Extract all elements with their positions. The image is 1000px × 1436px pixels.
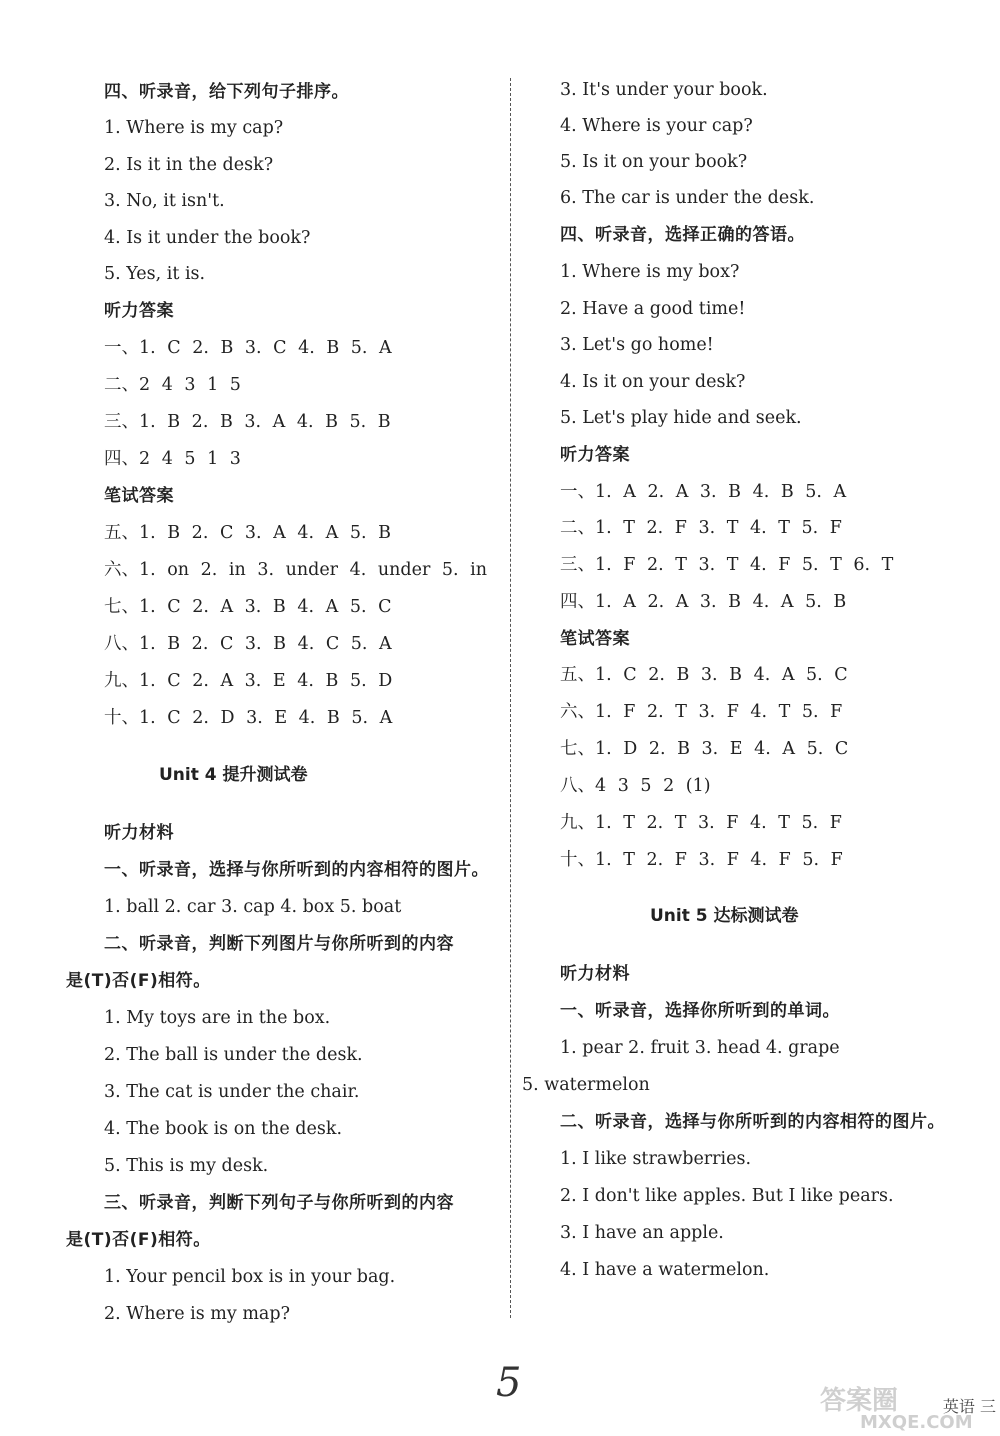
right-line-17: 五、1. C 2. B 3. B 4. A 5. C <box>560 665 848 685</box>
left-line-3: 2. Is it in the desk? <box>104 155 274 175</box>
left-line-9: 二、2 4 3 1 5 <box>104 375 241 395</box>
left-line-20: 听力材料 <box>104 823 174 843</box>
right-line-10: 5. Let's play hide and seek. <box>560 408 802 428</box>
right-line-3: 5. Is it on your book? <box>560 152 748 172</box>
watermark <box>820 1380 1000 1436</box>
left-line-23: 二、听录音，判断下列图片与你所听到的内容 <box>104 934 454 954</box>
right-line-24: 听力材料 <box>560 964 630 984</box>
left-line-14: 六、1. on 2. in 3. under 4. under 5. in <box>104 560 488 580</box>
right-line-29: 1. I like strawberries. <box>560 1149 752 1169</box>
right-line-22: 十、1. T 2. F 3. F 4. F 5. F <box>560 850 843 870</box>
watermark-url: MXQE.COM <box>860 1412 973 1433</box>
left-line-13: 五、1. B 2. C 3. A 4. A 5. B <box>104 523 391 543</box>
left-line-26: 2. The ball is under the desk. <box>104 1045 363 1065</box>
right-line-26: 1. pear 2. fruit 3. head 4. grape <box>560 1038 840 1058</box>
left-line-1: 四、听录音，给下列句子排序。 <box>104 82 349 102</box>
left-line-29: 5. This is my desk. <box>104 1156 269 1176</box>
left-line-19: Unit 4 提升测试卷 <box>159 765 308 785</box>
left-line-6: 5. Yes, it is. <box>104 264 206 284</box>
right-line-4: 6. The car is under the desk. <box>560 188 815 208</box>
left-line-30: 三、听录音，判断下列句子与你所听到的内容 <box>104 1193 454 1213</box>
left-line-8: 一、1. C 2. B 3. C 4. B 5. A <box>104 338 392 358</box>
right-line-14: 三、1. F 2. T 3. T 4. F 5. T 6. T <box>560 555 894 575</box>
right-line-23: Unit 5 达标测试卷 <box>650 906 799 926</box>
left-line-33: 2. Where is my map? <box>104 1304 290 1324</box>
right-line-18: 六、1. F 2. T 3. F 4. T 5. F <box>560 702 843 722</box>
right-line-6: 1. Where is my box? <box>560 262 740 282</box>
right-line-13: 二、1. T 2. F 3. T 4. T 5. F <box>560 518 842 538</box>
right-line-21: 九、1. T 2. T 3. F 4. T 5. F <box>560 813 842 833</box>
left-line-24: 是(T)否(F)相符。 <box>66 971 211 991</box>
left-line-25: 1. My toys are in the box. <box>104 1008 331 1028</box>
corner-label: 英语 三 <box>942 1397 996 1416</box>
page-number: 5 <box>496 1360 522 1406</box>
right-line-16: 笔试答案 <box>560 629 630 649</box>
left-line-28: 4. The book is on the desk. <box>104 1119 343 1139</box>
right-line-9: 4. Is it on your desk? <box>560 372 746 392</box>
left-line-2: 1. Where is my cap? <box>104 118 284 138</box>
right-line-11: 听力答案 <box>560 445 630 465</box>
right-line-12: 一、1. A 2. A 3. B 4. B 5. A <box>560 482 847 502</box>
right-line-2: 4. Where is your cap? <box>560 116 753 136</box>
left-line-12: 笔试答案 <box>104 486 174 506</box>
right-line-32: 4. I have a watermelon. <box>560 1260 770 1280</box>
left-line-31: 是(T)否(F)相符。 <box>66 1230 211 1250</box>
right-line-1: 3. It's under your book. <box>560 80 768 100</box>
left-line-4: 3. No, it isn't. <box>104 191 225 211</box>
right-line-7: 2. Have a good time! <box>560 299 746 319</box>
left-line-22: 1. ball 2. car 3. cap 4. box 5. boat <box>104 897 402 917</box>
left-line-21: 一、听录音，选择与你所听到的内容相符的图片。 <box>104 860 489 880</box>
left-line-5: 4. Is it under the book? <box>104 228 311 248</box>
right-line-8: 3. Let's go home! <box>560 335 714 355</box>
left-line-18: 十、1. C 2. D 3. E 4. B 5. A <box>104 708 393 728</box>
left-line-11: 四、2 4 5 1 3 <box>104 449 241 469</box>
left-line-27: 3. The cat is under the chair. <box>104 1082 360 1102</box>
right-line-20: 八、4 3 5 2 (1) <box>560 776 711 796</box>
right-line-28: 二、听录音，选择与你所听到的内容相符的图片。 <box>560 1112 945 1132</box>
left-line-17: 九、1. C 2. A 3. E 4. B 5. D <box>104 671 393 691</box>
left-line-16: 八、1. B 2. C 3. B 4. C 5. A <box>104 634 392 654</box>
left-line-15: 七、1. C 2. A 3. B 4. A 5. C <box>104 597 392 617</box>
left-line-32: 1. Your pencil box is in your bag. <box>104 1267 396 1287</box>
right-line-15: 四、1. A 2. A 3. B 4. A 5. B <box>560 592 847 612</box>
left-line-7: 听力答案 <box>104 301 174 321</box>
watermark-logo: 答案圈 <box>820 1386 899 1416</box>
right-line-5: 四、听录音，选择正确的答语。 <box>560 225 805 245</box>
right-line-25: 一、听录音，选择你所听到的单词。 <box>560 1001 840 1021</box>
right-line-31: 3. I have an apple. <box>560 1223 724 1243</box>
right-line-19: 七、1. D 2. B 3. E 4. A 5. C <box>560 739 849 759</box>
right-line-30: 2. I don't like apples. But I like pears. <box>560 1186 894 1206</box>
column-divider <box>510 78 511 1318</box>
left-line-10: 三、1. B 2. B 3. A 4. B 5. B <box>104 412 391 432</box>
right-line-27: 5. watermelon <box>522 1075 650 1095</box>
